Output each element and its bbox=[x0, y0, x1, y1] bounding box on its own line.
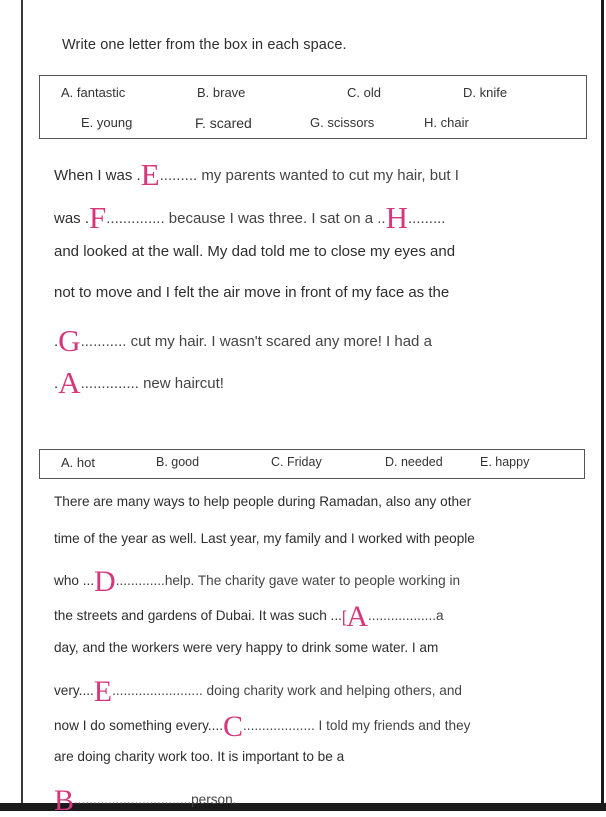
word-option: E. happy bbox=[480, 455, 530, 469]
answer-letter: H bbox=[385, 200, 408, 235]
answer-letter: E bbox=[93, 675, 113, 708]
word-option: B. good bbox=[156, 455, 200, 469]
right-border-line bbox=[601, 0, 604, 811]
passage1-line-3: and looked at the wall. My dad told me to close my eyes and bbox=[54, 243, 456, 260]
answer-letter: B bbox=[54, 784, 75, 817]
passage2-line-8: are doing charity work too. It is important to be a bbox=[54, 749, 345, 764]
left-border-line bbox=[21, 0, 23, 811]
answer-letter: A bbox=[346, 600, 369, 633]
answer-letter: A bbox=[58, 365, 81, 400]
passage2-line-6: very....E........................ doing charity work and helping others, and bbox=[54, 675, 462, 708]
passage2-line-7: now I do something every....C................... I told my friends and they bbox=[54, 710, 471, 743]
word-option: F. scared bbox=[195, 115, 252, 131]
word-box-1 bbox=[39, 75, 587, 139]
answer-letter: E bbox=[140, 157, 160, 192]
stray-mark: [ bbox=[341, 609, 347, 626]
passage1-line-1: When I was .E......... my parents wanted to cut my hair, but I bbox=[54, 157, 459, 192]
word-option: A. hot bbox=[61, 455, 95, 470]
word-option: E. young bbox=[81, 115, 133, 130]
instruction-text: Write one letter from the box in each space. bbox=[62, 37, 347, 53]
word-option: B. brave bbox=[197, 85, 246, 100]
passage1-line-2: was .F.............. because I was three. I sat on a ..H......... bbox=[54, 200, 446, 235]
answer-letter: G bbox=[58, 323, 81, 358]
word-box-2 bbox=[39, 449, 585, 479]
word-option: C. Friday bbox=[271, 455, 322, 469]
answer-letter: F bbox=[89, 200, 107, 235]
passage2-line-5: day, and the workers were very happy to drink some water. I am bbox=[54, 640, 439, 655]
passage2-line-4: the streets and gardens of Dubai. It was such ...[A..................a bbox=[54, 600, 444, 633]
word-option: D. knife bbox=[463, 85, 508, 100]
word-option: C. old bbox=[347, 85, 381, 100]
answer-letter: D bbox=[94, 565, 116, 598]
passage2-line-3: who ...D.............help. The charity gave water to people working in bbox=[54, 565, 461, 598]
word-option: A. fantastic bbox=[61, 85, 126, 100]
passage2-line-1: There are many ways to help people during Ramadan, also any other bbox=[54, 494, 472, 509]
passage2-line-2: time of the year as well. Last year, my family and I worked with people bbox=[54, 531, 475, 546]
passage1-line-4: not to move and I felt the air move in front of my face as the bbox=[54, 284, 450, 301]
answer-letter: C bbox=[223, 710, 244, 743]
word-option: H. chair bbox=[424, 115, 469, 130]
passage2-line-9: B...............................person. bbox=[54, 784, 237, 817]
passage1-line-6: .A.............. new haircut! bbox=[54, 365, 224, 400]
word-option: D. needed bbox=[385, 455, 443, 469]
passage1-line-5: .G........... cut my hair. I wasn't scared any more! I had a bbox=[54, 323, 432, 358]
word-option: G. scissors bbox=[310, 115, 375, 130]
